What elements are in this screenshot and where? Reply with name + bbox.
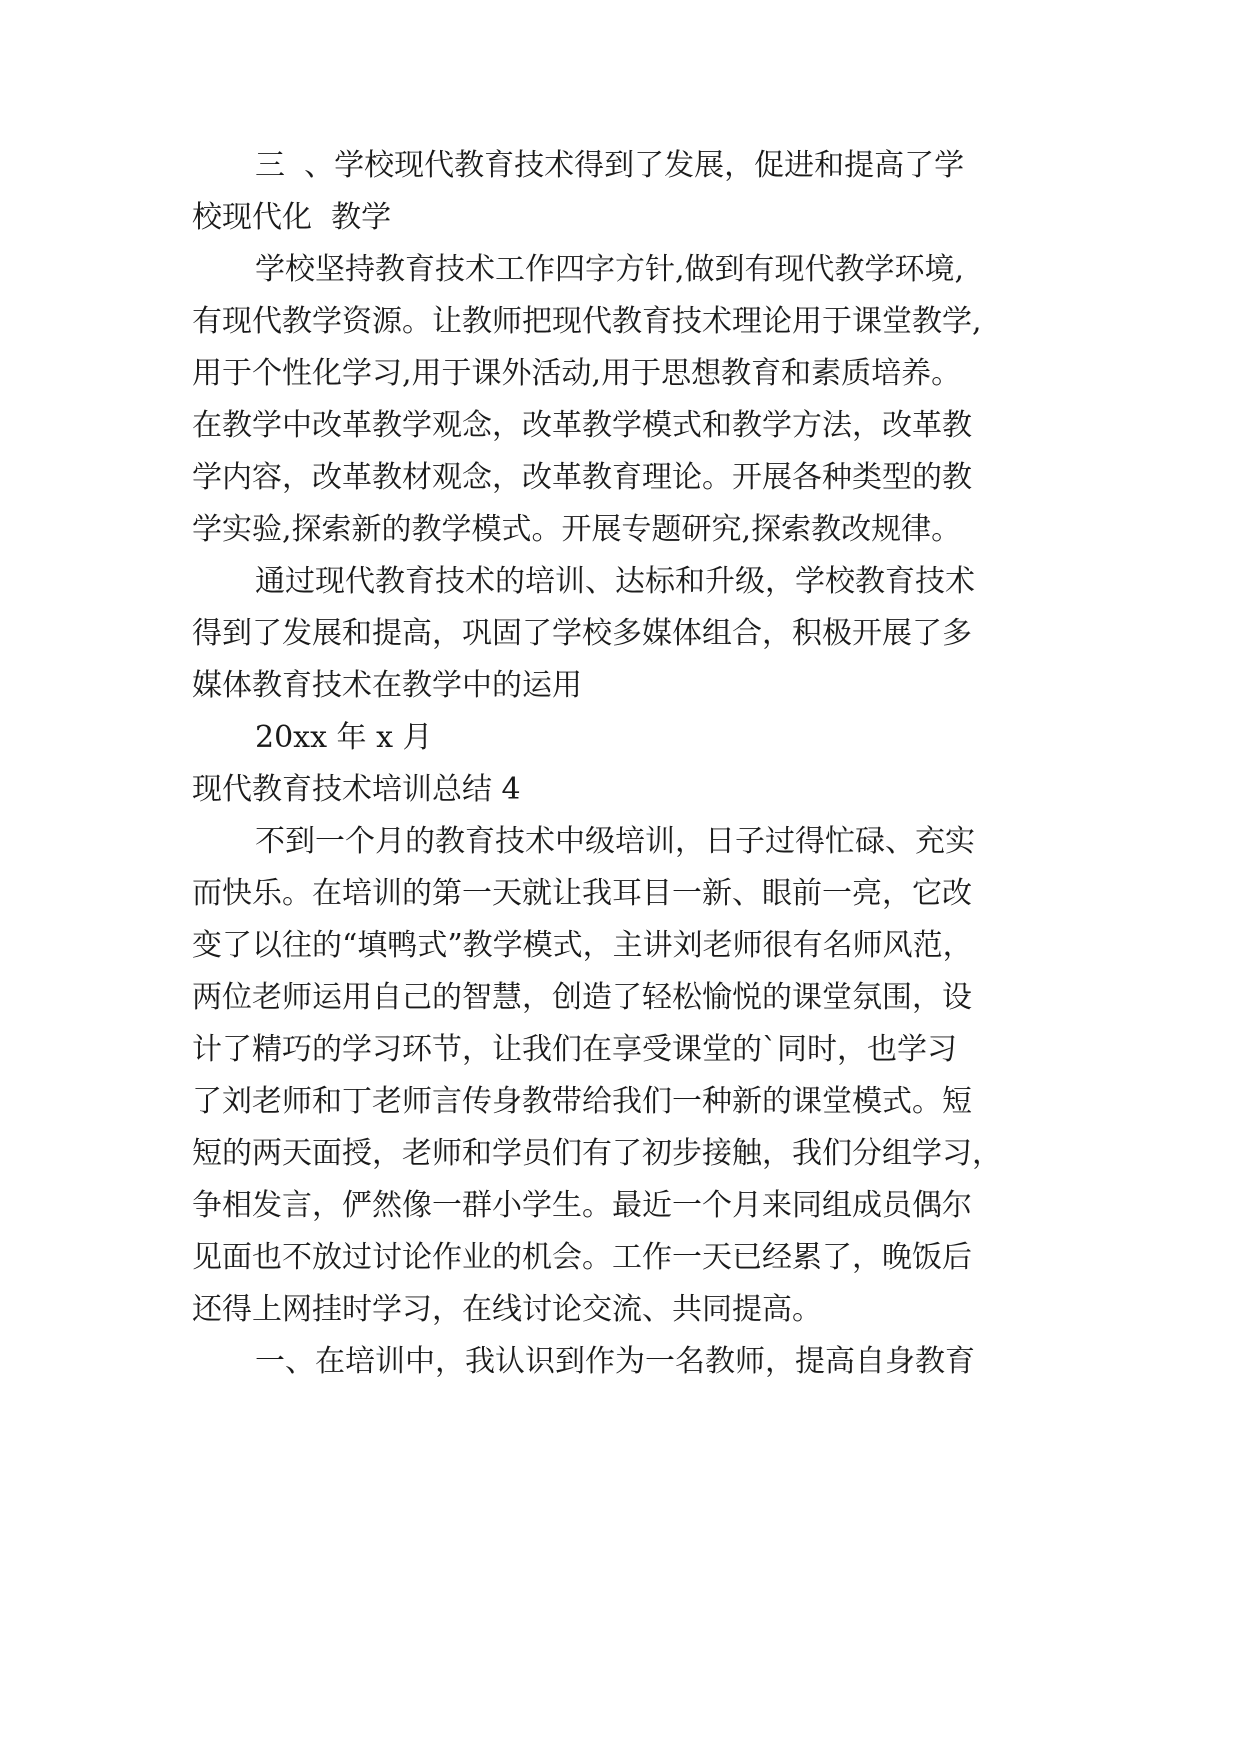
text-line: 而快乐。在培训的第一天就让我耳目一新、眼前一亮，它改 [192,876,972,911]
text-line: 通过现代教育技术的培训、达标和升级，学校教育技术 [255,564,975,599]
date-line: 20xx 年 x 月 [255,720,433,755]
text-line: 有现代教学资源。让教师把现代教育技术理论用于课堂教学, [192,304,982,339]
text-line: 学内容，改革教材观念，改革教育理论。开展各种类型的教 [192,460,972,495]
text-line: 学实验,探索新的教学模式。开展专题研究,探索教改规律。 [192,512,962,547]
text-line: 两位老师运用自己的智慧，创造了轻松愉悦的课堂氛围，设 [192,980,972,1015]
text-line: 计了精巧的学习环节，让我们在享受课堂的`同时，也学习 [192,1032,957,1067]
text-line: 还得上网挂时学习，在线讨论交流、共同提高。 [192,1292,822,1327]
text-line: 见面也不放过讨论作业的机会。工作一天已经累了，晚饭后 [192,1240,972,1275]
text-line: 得到了发展和提高，巩固了学校多媒体组合，积极开展了多 [192,616,972,651]
text-line: 不到一个月的教育技术中级培训，日子过得忙碌、充实 [255,824,975,859]
text-line: 了刘老师和丁老师言传身教带给我们一种新的课堂模式。短 [192,1084,972,1119]
section-title: 现代教育技术培训总结 4 [192,772,521,807]
text-line: 短的两天面授，老师和学员们有了初步接触，我们分组学习， [192,1136,1002,1171]
text-line: 用于个性化学习,用于课外活动,用于思想教育和素质培养。 [192,356,962,391]
text-line: 三 、学校现代教育技术得到了发展，促进和提高了学 [255,148,965,183]
text-line: 一、在培训中，我认识到作为一名教师，提高自身教育 [255,1344,975,1379]
text-line: 变了以往的“填鸭式”教学模式，主讲刘老师很有名师风范， [192,928,973,963]
text-line: 争相发言，俨然像一群小学生。最近一个月来同组成员偶尔 [192,1188,972,1223]
text-line: 学校坚持教育技术工作四字方针,做到有现代教学环境, [255,252,965,287]
text-line: 校现代化 教学 [192,200,392,235]
text-line: 媒体教育技术在教学中的运用 [192,668,582,703]
text-line: 在教学中改革教学观念，改革教学模式和教学方法，改革教 [192,408,972,443]
